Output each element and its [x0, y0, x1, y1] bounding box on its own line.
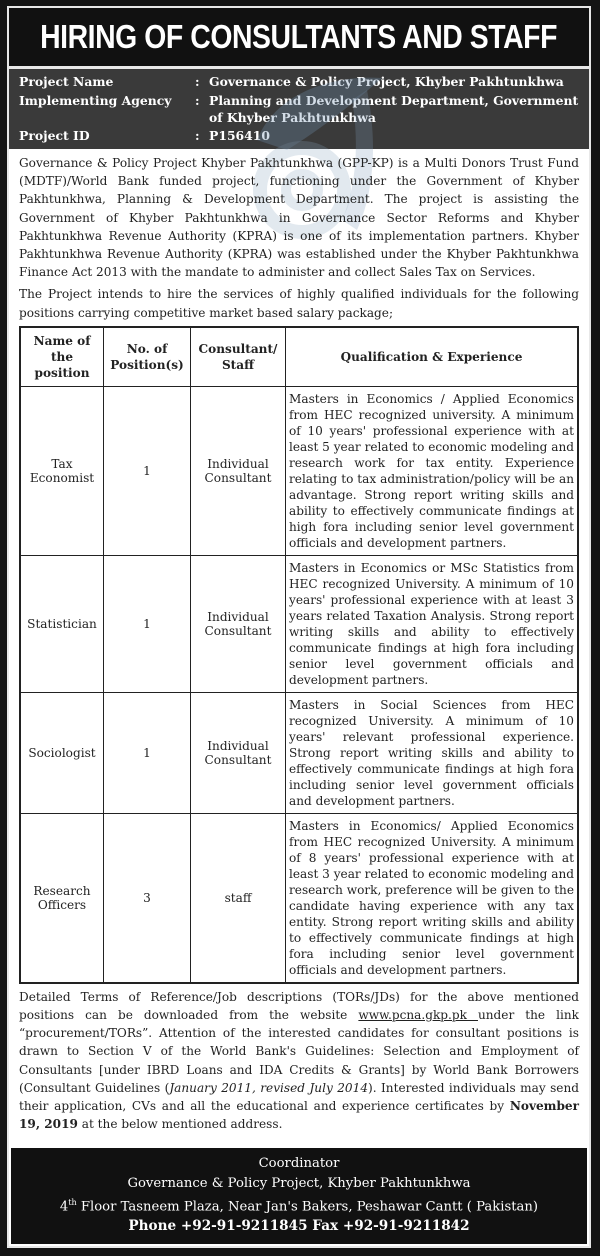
footer-contact: Phone +92-91-9211845 Fax +92-91-9211842: [128, 1218, 470, 1235]
header-qualification: Qualification & Experience: [286, 327, 579, 387]
cell-count: 1: [104, 386, 191, 555]
info-row-project-id: [19, 126, 579, 145]
closing-paragraph: [19, 988, 579, 1134]
cell-position: Tax Economist: [20, 386, 104, 555]
footer-address: Floor Tasneem Plaza, Near Jan's Bakers, Peshawar Cantt ( Pakistan): [76, 1199, 539, 1215]
cell-position: Research Officers: [20, 813, 104, 983]
title-band: [9, 8, 589, 69]
cell-position: Statistician: [20, 555, 104, 692]
cell-position: Sociologist: [20, 692, 104, 813]
closing-text-4: at the below mentioned address.: [77, 1117, 283, 1132]
cell-count: 1: [104, 692, 191, 813]
cell-count: 1: [104, 555, 191, 692]
cell-qualification: Masters in Economics/ Applied Economics from HEC recognized University. A minimum of 8 years' professional experience with at least 3 year related to economic modeling and research work, preference will be given to the candidate having experience with any tax entity. Strong report writing skills and ability to effectively communicate findings at high fora including senior level government officials and development partners.: [286, 813, 579, 983]
cell-type: Individual Consultant: [191, 386, 286, 555]
guideline-dates: January 2011, revised July 2014: [169, 1080, 369, 1095]
footer-address-line: [11, 1193, 587, 1217]
closing-text-1: Detailed Terms of Reference/Job descriptions (TORs/JDs) for the above mentioned positions can be downloaded from the website: [19, 989, 579, 1023]
cell-type: Individual Consultant: [191, 555, 286, 692]
hire-paragraph: The Project intends to hire the services of highly qualified individuals for the following positions carrying competitive market based salary package;: [19, 287, 579, 320]
info-label: Implementing Agency: [19, 93, 172, 108]
info-row-project-name: [19, 72, 579, 91]
info-label: Project Name: [19, 74, 114, 89]
positions-table: [19, 326, 579, 984]
cell-qualification: Masters in Economics / Applied Economics from HEC recognized university. A minimum of 10 years' professional experience with at least 5 year related to economic modeling and research work for tax entity. Experience relating to tax administration/policy will be an advantage. Strong report writing skills and ability to effectively communicate findings at high fora including senior level government officials and development partners.: [286, 386, 579, 555]
closing-text-3: ). Interested individuals may send their application, CVs and all the educational and experience certificates by: [19, 1080, 579, 1114]
footer-role: Coordinator: [258, 1156, 340, 1172]
header-count: No. of Position(s): [104, 327, 191, 387]
closing-text-2: under the link “procurement/TORs”. Attention of the interested candidates for consultant positions is drawn to Section V of the World Bank's Guidelines: Selection and Employment of Consultants [under IBRD Loans and IDA Credits & Grants] by World Bank Borrowers (Consultant Guidelines (: [19, 1008, 579, 1095]
info-label: Project ID: [19, 128, 90, 143]
info-colon: :: [195, 74, 200, 89]
website-link[interactable]: www.pcna.gkp.pk: [358, 1008, 478, 1023]
info-row-implementing-agency: [19, 91, 579, 126]
floor-number: 4: [59, 1199, 69, 1215]
cell-count: 3: [104, 813, 191, 983]
info-value: P156410: [209, 128, 271, 143]
cell-type: Individual Consultant: [191, 692, 286, 813]
page-title: HIRING OF CONSULTANTS AND STAFF: [40, 18, 558, 55]
intro-paragraph: Governance & Policy Project Khyber Pakhtunkhwa (GPP-KP) is a Multi Donors Trust Fund (MDTF)/World Bank funded project, functioning under the Government of Khyber Pakhtunkhwa, Planning & Development Department. The project is assisting the Government of Khyber Pakhtunkhwa in Governance Sector Reforms and Khyber Pakhtunkhwa Revenue Authority (KPRA) is one of its implementation partners. Khyber Pakhtunkhwa Revenue Authority (KPRA) was established under the Khyber Pakhtunkhwa Finance Act 2013 with the mandate to administer and collect Sales Tax on Services.: [19, 156, 579, 280]
project-info-panel: [9, 69, 589, 149]
deadline-date: November 19, 2019: [19, 1099, 579, 1132]
header-type: Consultant/ Staff: [191, 327, 286, 387]
table-row: [20, 692, 578, 813]
floor-suffix: th: [68, 1198, 77, 1208]
info-value: Planning and Development Department, Government of Khyber Pakhtunkhwa: [209, 93, 579, 125]
table-header-row: [20, 327, 578, 387]
cell-type: staff: [191, 813, 286, 983]
info-value: Governance & Policy Project, Khyber Pakhtunkhwa: [209, 74, 564, 89]
body-content: [9, 149, 589, 1148]
cell-qualification: Masters in Social Sciences from HEC recognized University. A minimum of 10 years' relevant professional experience. Strong report writing skills and ability to effectively communicate findings at high fora including senior level government officials and development partners.: [286, 692, 579, 813]
advertisement: [7, 6, 591, 1248]
table-row: [20, 813, 578, 983]
footer-organization: Governance & Policy Project, Khyber Pakhtunkhwa: [127, 1175, 471, 1191]
cell-qualification: Masters in Economics or MSc Statistics from HEC recognized University. A minimum of 10 years' professional experience with at least 3 years related Taxation Analysis. Strong report writing skills and ability to effectively communicate findings at high fora including senior level government officials and development partners.: [286, 555, 579, 692]
info-colon: :: [195, 128, 200, 143]
contact-footer: [11, 1148, 587, 1244]
info-colon: :: [195, 93, 200, 108]
header-position: Name of the position: [20, 327, 104, 387]
table-row: [20, 555, 578, 692]
table-row: [20, 386, 578, 555]
